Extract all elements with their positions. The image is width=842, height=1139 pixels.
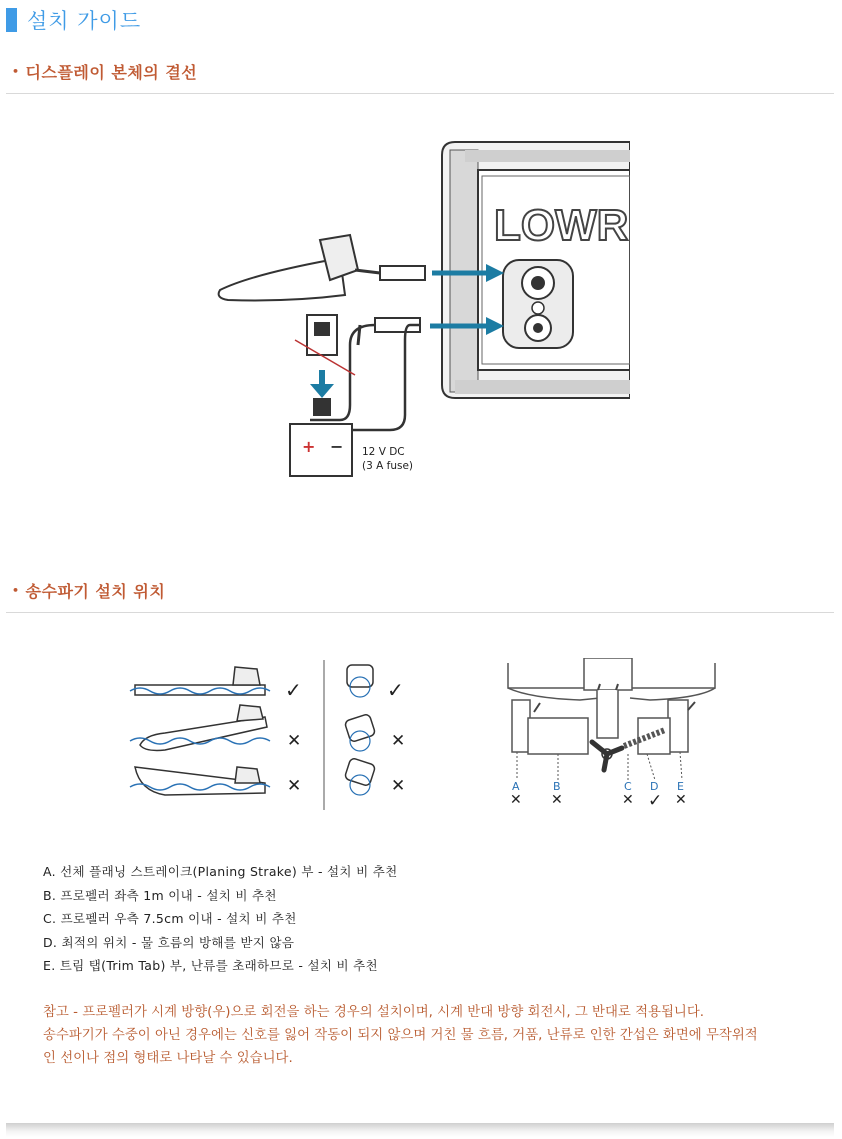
note-line: 인 선이나 점의 형태로 나타날 수 있습니다.	[43, 1051, 293, 1066]
display-brand: LOWR	[494, 201, 629, 250]
fuse-holder	[295, 315, 355, 416]
cross-icon: ✕	[510, 792, 522, 808]
position-e: E	[677, 780, 684, 793]
battery-plus: +	[302, 437, 316, 456]
section-title-transducer: 송수파기 설치 위치	[25, 582, 166, 601]
title-accent-bar	[6, 8, 17, 32]
transducer-front-tilt2-wrong	[344, 758, 405, 796]
position-a: A	[512, 780, 520, 793]
transducer	[219, 235, 358, 300]
note-line: 송수파기가 수중이 아닌 경우에는 신호를 잃어 작동이 되지 않으며 거친 물 흐름, 거품, 난류로 인한 간섭은 화면에 무작위적	[43, 1028, 758, 1043]
section-heading-transducer	[12, 579, 165, 602]
display-unit	[442, 142, 630, 398]
hull-tilt-down-wrong	[130, 705, 301, 751]
voltage-label: 12 V DC	[362, 446, 405, 458]
list-item: C. 프로펠러 우측 7.5cm 이내 - 설치 비 추천	[43, 911, 297, 926]
list-item: A. 선체 플래닝 스트레이크(Planing Strake) 부 - 설치 비 추천	[43, 864, 398, 879]
check-icon: ✓	[387, 678, 404, 702]
page-title: 설치 가이드	[27, 9, 142, 33]
wiring-diagram	[210, 130, 630, 500]
section-title-wiring: 디스플레이 본체의 결선	[25, 63, 198, 82]
transducer-front-correct	[347, 665, 404, 702]
cross-icon: ✕	[675, 792, 687, 808]
position-d: D	[650, 780, 659, 793]
page-title-bar	[6, 6, 141, 34]
list-item: E. 트림 탭(Trim Tab) 부, 난류를 초래하므로 - 설치 비 추천	[43, 958, 378, 973]
bullet-icon: •	[12, 584, 20, 597]
battery-minus: −	[330, 437, 344, 456]
cross-icon: ✕	[622, 792, 634, 808]
position-b: B	[553, 780, 561, 793]
cross-icon: ✕	[551, 792, 563, 808]
fuse-label: (3 A fuse)	[362, 460, 414, 472]
hull-angle-diagram	[125, 655, 425, 815]
bullet-icon: •	[12, 65, 20, 78]
cross-icon: ✕	[391, 776, 406, 796]
check-icon: ✓	[648, 791, 663, 810]
section-heading-wiring	[12, 60, 197, 83]
install-note	[43, 1001, 758, 1070]
transom-position-diagram	[500, 658, 730, 810]
cross-icon: ✕	[287, 731, 302, 751]
cross-icon: ✕	[391, 731, 406, 751]
divider	[6, 612, 834, 613]
note-line: 참고 - 프로펠러가 시계 방향(우)으로 회전을 하는 경우의 설치이며, 시계 반대 방향 회전시, 그 반대로 적용됩니다.	[43, 1005, 705, 1020]
list-item: D. 최적의 위치 - 물 흐름의 방해를 받지 않음	[43, 934, 295, 950]
check-icon: ✓	[285, 678, 302, 702]
position-c: C	[624, 780, 632, 793]
battery	[290, 424, 352, 476]
list-item: B. 프로펠러 좌측 1m 이내 - 설치 비 추천	[43, 887, 277, 903]
divider	[6, 93, 834, 94]
position-labels	[510, 752, 687, 810]
bottom-bar	[6, 1123, 834, 1137]
boat-stern	[508, 658, 715, 770]
position-list	[43, 860, 397, 978]
transducer-front-tilt-wrong	[344, 714, 405, 751]
hull-level-correct	[130, 667, 302, 702]
hull-tilt-up-wrong	[130, 767, 301, 796]
cross-icon: ✕	[287, 776, 302, 796]
